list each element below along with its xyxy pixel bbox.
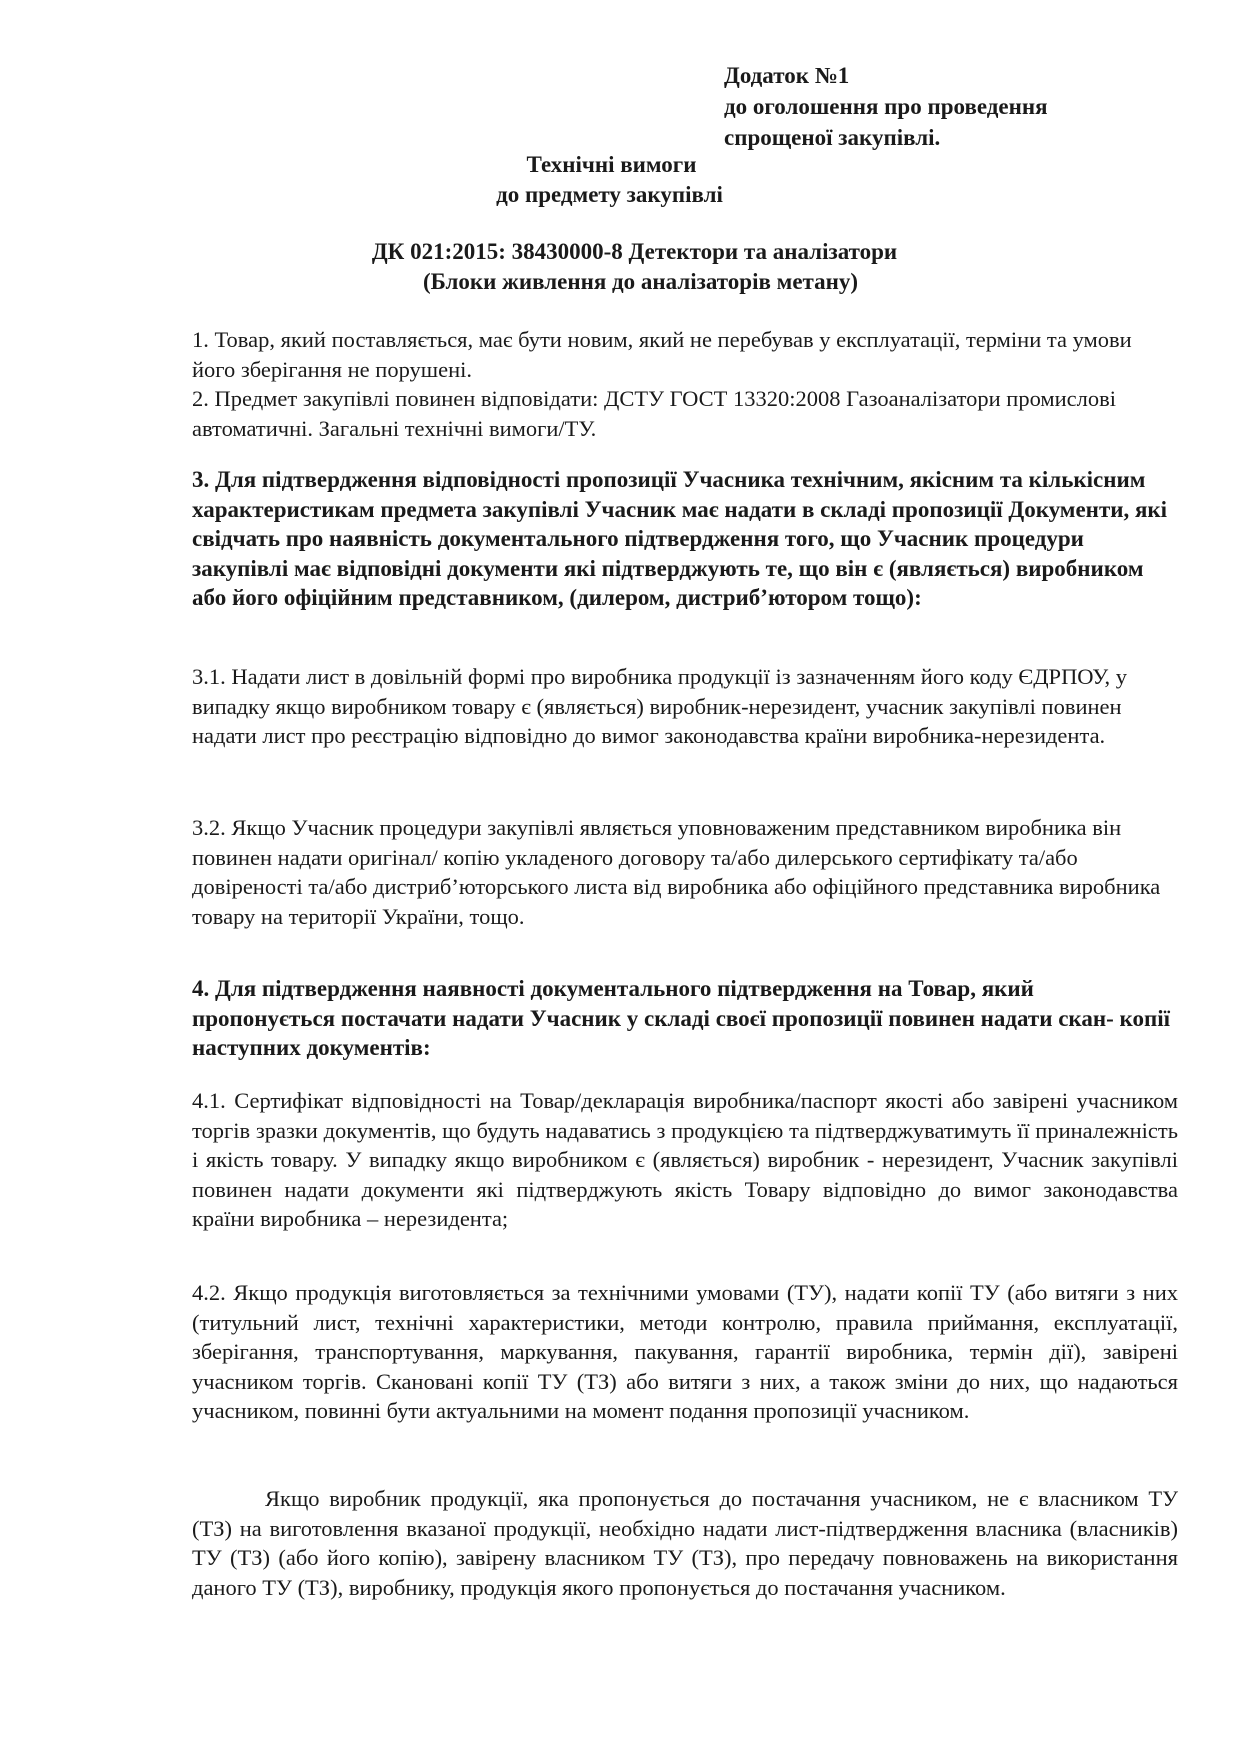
document-title — [0, 150, 1241, 210]
item-4-1: 4.1. Сертифікат відповідності на Товар/декларація виробника/паспорт якості або завірені учасником торгів зразки документів, що будуть надаватись з продукцією та підтверджуватимуть її приналежність і якість товару. У випадку якщо виробником є (являється) виробник - нерезидент, Учасник закупівлі повинен надати документи які підтверджують якість Товару відповідно до вимог законодавства країни виробника – нерезидента; — [192, 1088, 1178, 1231]
item-4-heading: 4. Для підтвердження наявності документального підтвердження на Товар, який пропонується постачати надати Учасник у складі своєї пропозиції повинен надати скан- копії наступних документів: — [192, 976, 1170, 1060]
item-1: 1. Товар, який поставляється, має бути новим, який не перебував у експлуатації, терміни та умови його зберігання не порушені. — [192, 327, 1132, 382]
item-3-1: 3.1. Надати лист в довільній формі про виробника продукції із зазначенням його коду ЄДРПОУ, у випадку якщо виробником товару є (являється) виробник-нерезидент, учасник закупівлі повинен надати лист про реєстрацію відповідно до вимог законодавства країни виробника-нерезидента. — [192, 664, 1128, 748]
title-line-2: до предмету закупівлі — [496, 182, 723, 207]
item-2: 2. Предмет закупівлі повинен відповідати: ДСТУ ГОСТ 13320:2008 Газоаналізатори промислові автоматичні. Загальні технічні вимоги/ТУ. — [192, 386, 1117, 441]
item-4-2: 4.2. Якщо продукція виготовляється за технічними умовами (ТУ), надати копії ТУ (або витяги з них (титульний лист, технічні характеристики, методи контролю, правила приймання, експлуатації, зберігання, транспортування, маркування, пакування, гарантії виробника, термін дії), завірені учасником торгів. Скановані копії ТУ (ТЗ) або витяги з них, а також зміни до них, що надаються учасником, повинні бути актуальними на момент подання пропозиції учасником. — [192, 1280, 1178, 1423]
item-3-heading: 3. Для підтвердження відповідності пропозиції Учасника технічним, якісним та кількісним характеристикам предмета закупівлі Учасник має надати в складі пропозиції Документи, які свідчать про наявність документального підтвердження того, що Учасник процедури закупівлі має відповідні документи які підтверджують те, що він є (являється) виробником або його офіційним представником, (дилером, дистриб’ютором тощо): — [192, 467, 1168, 610]
procurement-subject — [0, 237, 1241, 297]
subject-code-line: ДК 021:2015: 38430000-8 Детектори та аналізатори — [371, 239, 898, 264]
item-4-note: Якщо виробник продукції, яка пропонується до постачання учасником, не є власником ТУ (ТЗ) на виготовлення вказаної продукції, необхідно надати лист-підтвердження власника (власників) ТУ (ТЗ) (або його копію), завірену власником ТУ (ТЗ), про передачу повноважень на використання даного ТУ (ТЗ), виробнику, продукція якого пропонується до постачання учасником. — [192, 1486, 1178, 1600]
annex-number: Додаток №1 — [724, 63, 850, 88]
title-line-1: Технічні вимоги — [526, 152, 697, 177]
annex-line-2: до оголошення про проведення — [724, 94, 1048, 119]
annex-line-3: спрощеної закупівлі. — [724, 125, 941, 150]
item-3-2: 3.2. Якщо Учасник процедури закупівлі являється уповноваженим представником виробника він повинен надати оригінал/ копію укладеного договору та/або дилерського сертифікату та/або довіреності та/або дистриб’юторського листа від виробника або офіційного представника виробника товару на території України, тощо. — [192, 815, 1161, 929]
annex-header — [724, 60, 1048, 153]
subject-name-line: (Блоки живлення до аналізаторів метану) — [422, 269, 859, 294]
